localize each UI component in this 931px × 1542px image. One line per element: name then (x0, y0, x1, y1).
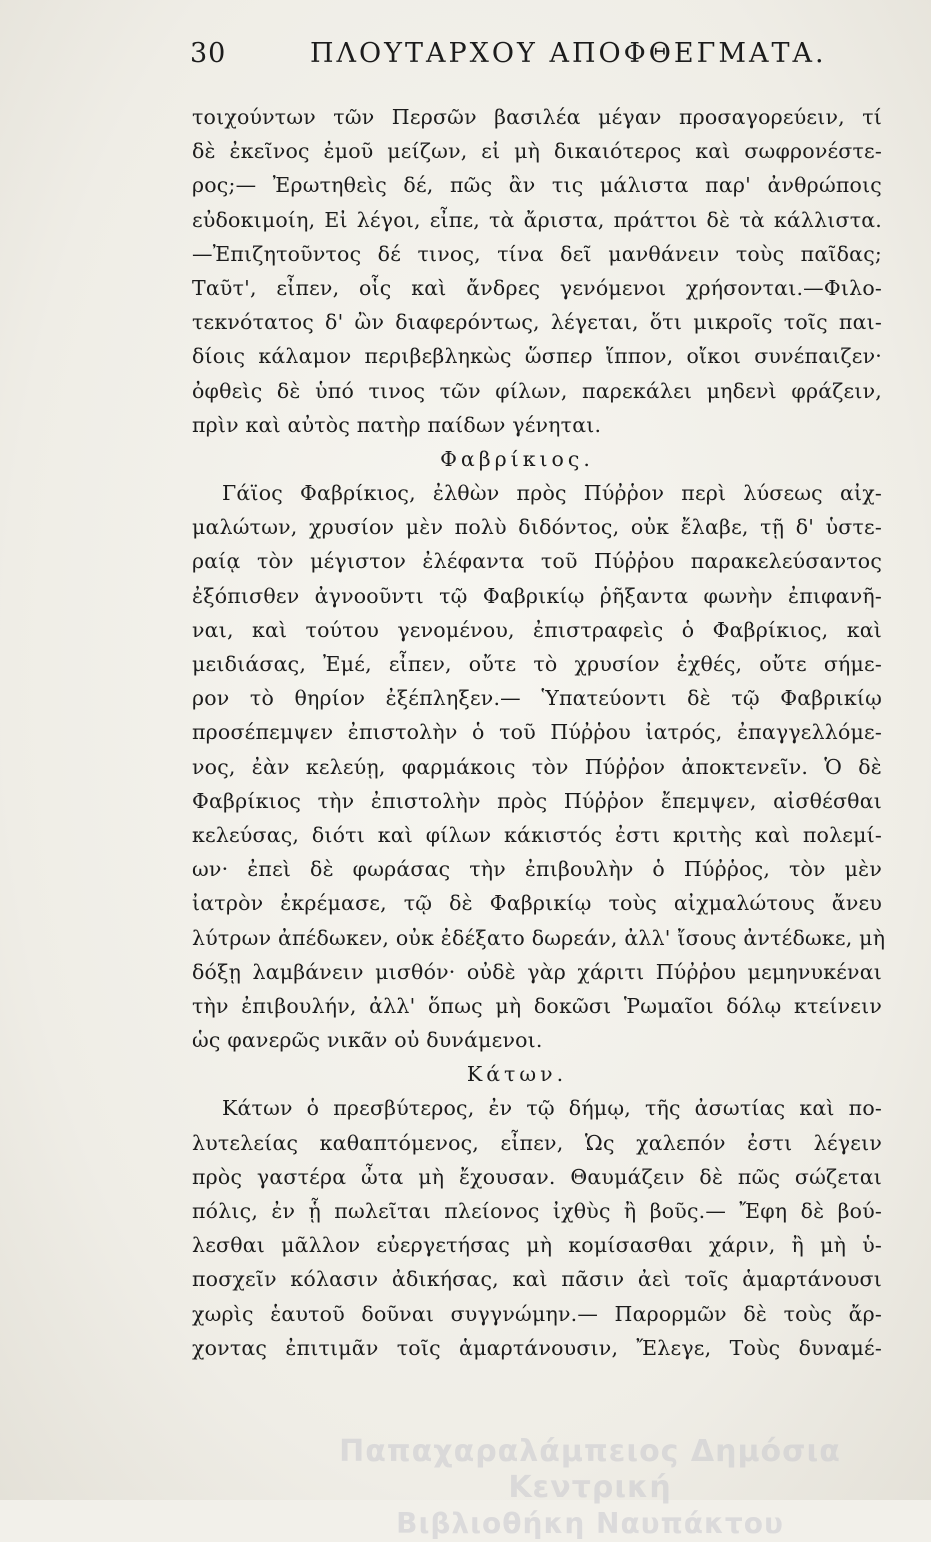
text-line: ραίᾳ τὸν μέγιστον ἐλέφαντα τοῦ Πύῤῥου παρακελεύσαντος (192, 549, 882, 574)
text-line: Γάϊος Φαβρίκιος, ἐλθὼν πρὸς Πύῤῥον περὶ λύσεως αἰχ- (222, 481, 882, 506)
text-line: τεκνότατος δ' ὢν διαφερόντως, λέγεται, ὅτι μικροῖς τοῖς παι- (192, 310, 882, 335)
text-line: ποσχεῖν κόλασιν ἀδικήσας, καὶ πᾶσιν ἀεὶ τοῖς ἁμαρτάνουσι (192, 1267, 882, 1292)
library-watermark (270, 1434, 910, 1542)
section-heading-fabricius: Φαβρίκιος. (440, 446, 594, 471)
text-line: τοιχούντων τῶν Περσῶν βασιλέα μέγαν προσαγορεύειν, τί (192, 105, 882, 129)
text-line: ἐξόπισθεν ἀγνοοῦντι τῷ Φαβρικίῳ ῥῆξαντα φωνὴν ἐπιφανῆ- (192, 583, 882, 608)
section-heading-katon: Κάτων. (466, 1062, 568, 1087)
text-line: μαλώτων, χρυσίον μὲν πολὺ διδόντος, οὐκ ἔλαβε, τῇ δ' ὑστε- (192, 515, 882, 540)
text-line: πρὸς γαστέρα ὦτα μὴ ἔχουσαν. Θαυμάζειν δὲ πῶς σώζεται (192, 1164, 882, 1189)
text-line: ρον τὸ θηρίον ἐξέπληξεν.— Ὑπατεύοντι δὲ τῷ Φαβρικίῳ (192, 686, 882, 711)
text-line: χοντας ἐπιτιμᾶν τοῖς ἁμαρτάνουσιν, Ἔλεγε, Τοὺς δυναμέ- (192, 1335, 882, 1360)
running-title: ΠΛΟΥΤΑΡΧΟΥ ΑΠΟΦΘΕΓΜΑΤΑ. (310, 38, 827, 69)
text-line: δόξῃ λαμβάνειν μισθόν· οὐδὲ γὰρ χάριτι Πύῤῥου μεμηνυκέναι (192, 959, 882, 984)
text-line: ὡς φανερῶς νικᾶν οὐ δυνάμενοι. (192, 1028, 543, 1053)
text-line: λύτρων ἀπέδωκεν, οὐκ ἐδέξατο δωρεάν, ἀλλ' ἴσους ἀντέδωκε, μὴ (192, 925, 886, 950)
watermark-line-1: Παπαχαραλάμπειος Δημόσια Κεντρική (339, 1434, 841, 1505)
body-text (192, 100, 886, 1365)
text-line: Φαβρίκιος τὴν ἐπιστολὴν πρὸς Πύῤῥον ἔπεμψεν, αἰσθέσθαι (192, 788, 882, 813)
text-line: νος, ἐὰν κελεύῃ, φαρμάκοις τὸν Πύῤῥον ἀποκτενεῖν. Ὁ δὲ (192, 754, 882, 779)
text-line: ὀφθεὶς δὲ ὑπό τινος τῶν φίλων, παρεκάλει μηδενὶ φράζειν, (192, 378, 882, 403)
page-header (190, 38, 840, 88)
text-line: προσέπεμψεν ἐπιστολὴν ὁ τοῦ Πύῤῥου ἰατρός, ἐπαγγελλόμε- (192, 720, 882, 745)
text-line: δὲ ἐκεῖνος ἐμοῦ μείζων, εἰ μὴ δικαιότερος καὶ σωφρονέστε- (192, 139, 882, 164)
text-line: τὴν ἐπιβουλήν, ἀλλ' ὅπως μὴ δοκῶσι Ῥωμαῖοι δόλῳ κτείνειν (192, 993, 882, 1018)
text-line: λυτελείας καθαπτόμενος, εἶπεν, Ὡς χαλεπόν ἐστι λέγειν (192, 1130, 882, 1155)
text-line: Κάτων ὁ πρεσβύτερος, ἐν τῷ δήμῳ, τῆς ἀσωτίας καὶ πο- (222, 1096, 882, 1121)
text-line: κελεύσας, διότι καὶ φίλων κάκιστός ἐστι κριτὴς καὶ πολεμί- (192, 822, 882, 847)
text-line: πόλις, ἐν ᾗ πωλεῖται πλείονος ἰχθὺς ἢ βοῦς.— Ἔφη δὲ βού- (192, 1199, 882, 1223)
text-line: ναι, καὶ τούτου γενομένου, ἐπιστραφεὶς ὁ Φαβρίκιος, καὶ (192, 617, 882, 642)
text-line: ρος;— Ἐρωτηθεὶς δέ, πῶς ἂν τις μάλιστα παρ' ἀνθρώποις (192, 173, 882, 198)
text-line: μειδιάσας, Ἐμέ, εἶπεν, οὔτε τὸ χρυσίον ἐχθές, οὔτε σήμε- (192, 652, 882, 676)
text-line: χωρὶς ἑαυτοῦ δοῦναι συγγνώμην.— Παρορμῶν δὲ τοὺς ἄρ- (192, 1301, 882, 1326)
text-line: πρὶν καὶ αὐτὸς πατὴρ παίδων γένηται. (192, 412, 602, 437)
text-line: Ταῦτ', εἶπεν, οἷς καὶ ἄνδρες γενόμενοι χρήσονται.—Φιλο- (192, 275, 882, 300)
text-line: ων· ἐπεὶ δὲ φωράσας τὴν ἐπιβουλὴν ὁ Πύῤῥος, τὸν μὲν (192, 857, 882, 882)
watermark-line-2: Βιβλιοθήκη Ναυπάκτου (396, 1507, 784, 1540)
text-line: δίοις κάλαμον περιβεβληκὼς ὥσπερ ἵππον, οἴκοι συνέπαιζεν· (192, 344, 882, 369)
text-line: —Ἐπιζητοῦντος δέ τινος, τίνα δεῖ μανθάνειν τοὺς παῖδας; (192, 241, 882, 266)
text-line: εὐδοκιμοίη, Εἰ λέγοι, εἶπε, τὰ ἄριστα, πράττοι δὲ τὰ κάλλιστα. (192, 207, 882, 232)
page-number: 30 (190, 38, 227, 69)
text-line: ἰατρὸν ἐκρέμασε, τῷ δὲ Φαβρικίῳ τοὺς αἰχμαλώτους ἄνευ (192, 891, 882, 916)
text-line: λεσθαι μᾶλλον εὐεργετήσας μὴ κομίσασθαι χάριν, ἢ μὴ ὑ- (192, 1233, 882, 1258)
